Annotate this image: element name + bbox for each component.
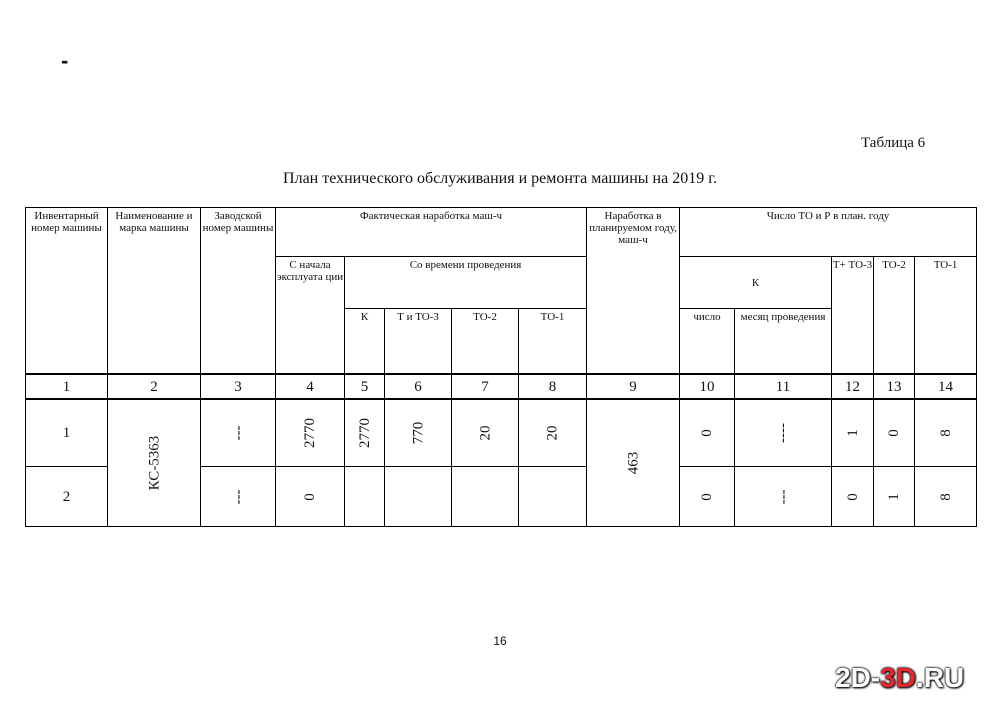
col-number: 3 (201, 374, 276, 399)
cell-month: --- (735, 467, 832, 527)
cell-to1 (519, 467, 587, 527)
col-number: 7 (452, 374, 519, 399)
header-count-to-r: Число ТО и Р в план. году (680, 208, 977, 257)
cell-t-plus-to3: 0 (832, 467, 874, 527)
cell-count: 0 (680, 399, 735, 467)
cell-factory-number: --- (201, 399, 276, 467)
header-to1-count: ТО-1 (915, 257, 977, 375)
cell-t-to3: 770 (385, 399, 452, 467)
cell-to1-count: 8 (915, 467, 977, 527)
maintenance-plan-table (25, 207, 977, 527)
header-machine-name: Наименование и марка машины (108, 208, 201, 375)
header-count: число (680, 309, 735, 375)
header-to2-count: ТО-2 (874, 257, 915, 375)
column-number-row (26, 374, 977, 399)
col-number: 1 (26, 374, 108, 399)
col-number: 5 (345, 374, 385, 399)
col-number: 10 (680, 374, 735, 399)
cell-month: ---- (735, 399, 832, 467)
cell-k: 2770 (345, 399, 385, 467)
col-number: 13 (874, 374, 915, 399)
table-label: Таблица 6 (861, 135, 926, 151)
header-to1: ТО-1 (519, 309, 587, 375)
page-number: 16 (493, 634, 507, 648)
site-watermark-logo (835, 662, 964, 694)
col-number: 2 (108, 374, 201, 399)
watermark-part: .RU (915, 662, 965, 693)
header-inventory-number: Инвентарный номер машины (26, 208, 108, 375)
cell-planned-hours: 463 (587, 399, 680, 527)
header-actual-hours: Фактическая наработка маш-ч (276, 208, 587, 257)
top-dash-mark: - (61, 48, 69, 73)
cell-to1-count: 8 (915, 399, 977, 467)
col-number: 4 (276, 374, 345, 399)
cell-inventory-number: 2 (26, 467, 108, 527)
watermark-accent-part: 3D (880, 662, 916, 693)
header-t-to3: Т и ТО-3 (385, 309, 452, 375)
cell-since-start: 0 (276, 467, 345, 527)
cell-to1: 20 (519, 399, 587, 467)
col-number: 9 (587, 374, 680, 399)
header-k-overhaul: К (680, 257, 832, 309)
header-to2: ТО-2 (452, 309, 519, 375)
cell-to2: 20 (452, 399, 519, 467)
cell-since-start: 2770 (276, 399, 345, 467)
col-number: 14 (915, 374, 977, 399)
cell-to2-count: 0 (874, 399, 915, 467)
header-t-plus-to3: Т+ ТО-3 (832, 257, 874, 375)
cell-factory-number: --- (201, 467, 276, 527)
watermark-part: 2D- (835, 662, 881, 693)
cell-inventory-number: 1 (26, 399, 108, 467)
header-month: месяц проведения (735, 309, 832, 375)
col-number: 12 (832, 374, 874, 399)
header-since-last: Со времени проведения (345, 257, 587, 309)
cell-to2 (452, 467, 519, 527)
cell-t-to3 (385, 467, 452, 527)
cell-k (345, 467, 385, 527)
document-title: План технического обслуживания и ремонта машины на 2019 г. (283, 170, 717, 187)
header-k: К (345, 309, 385, 375)
cell-t-plus-to3: 1 (832, 399, 874, 467)
header-factory-number: Заводской номер машины (201, 208, 276, 375)
cell-machine-name: КС-5363 (108, 399, 201, 527)
col-number: 8 (519, 374, 587, 399)
cell-count: 0 (680, 467, 735, 527)
header-since-start: С начала эксплуата ции (276, 257, 345, 375)
col-number: 6 (385, 374, 452, 399)
header-planned-hours: Наработка в планируемом году, маш-ч (587, 208, 680, 375)
col-number: 11 (735, 374, 832, 399)
cell-to2-count: 1 (874, 467, 915, 527)
table-row (26, 399, 977, 467)
